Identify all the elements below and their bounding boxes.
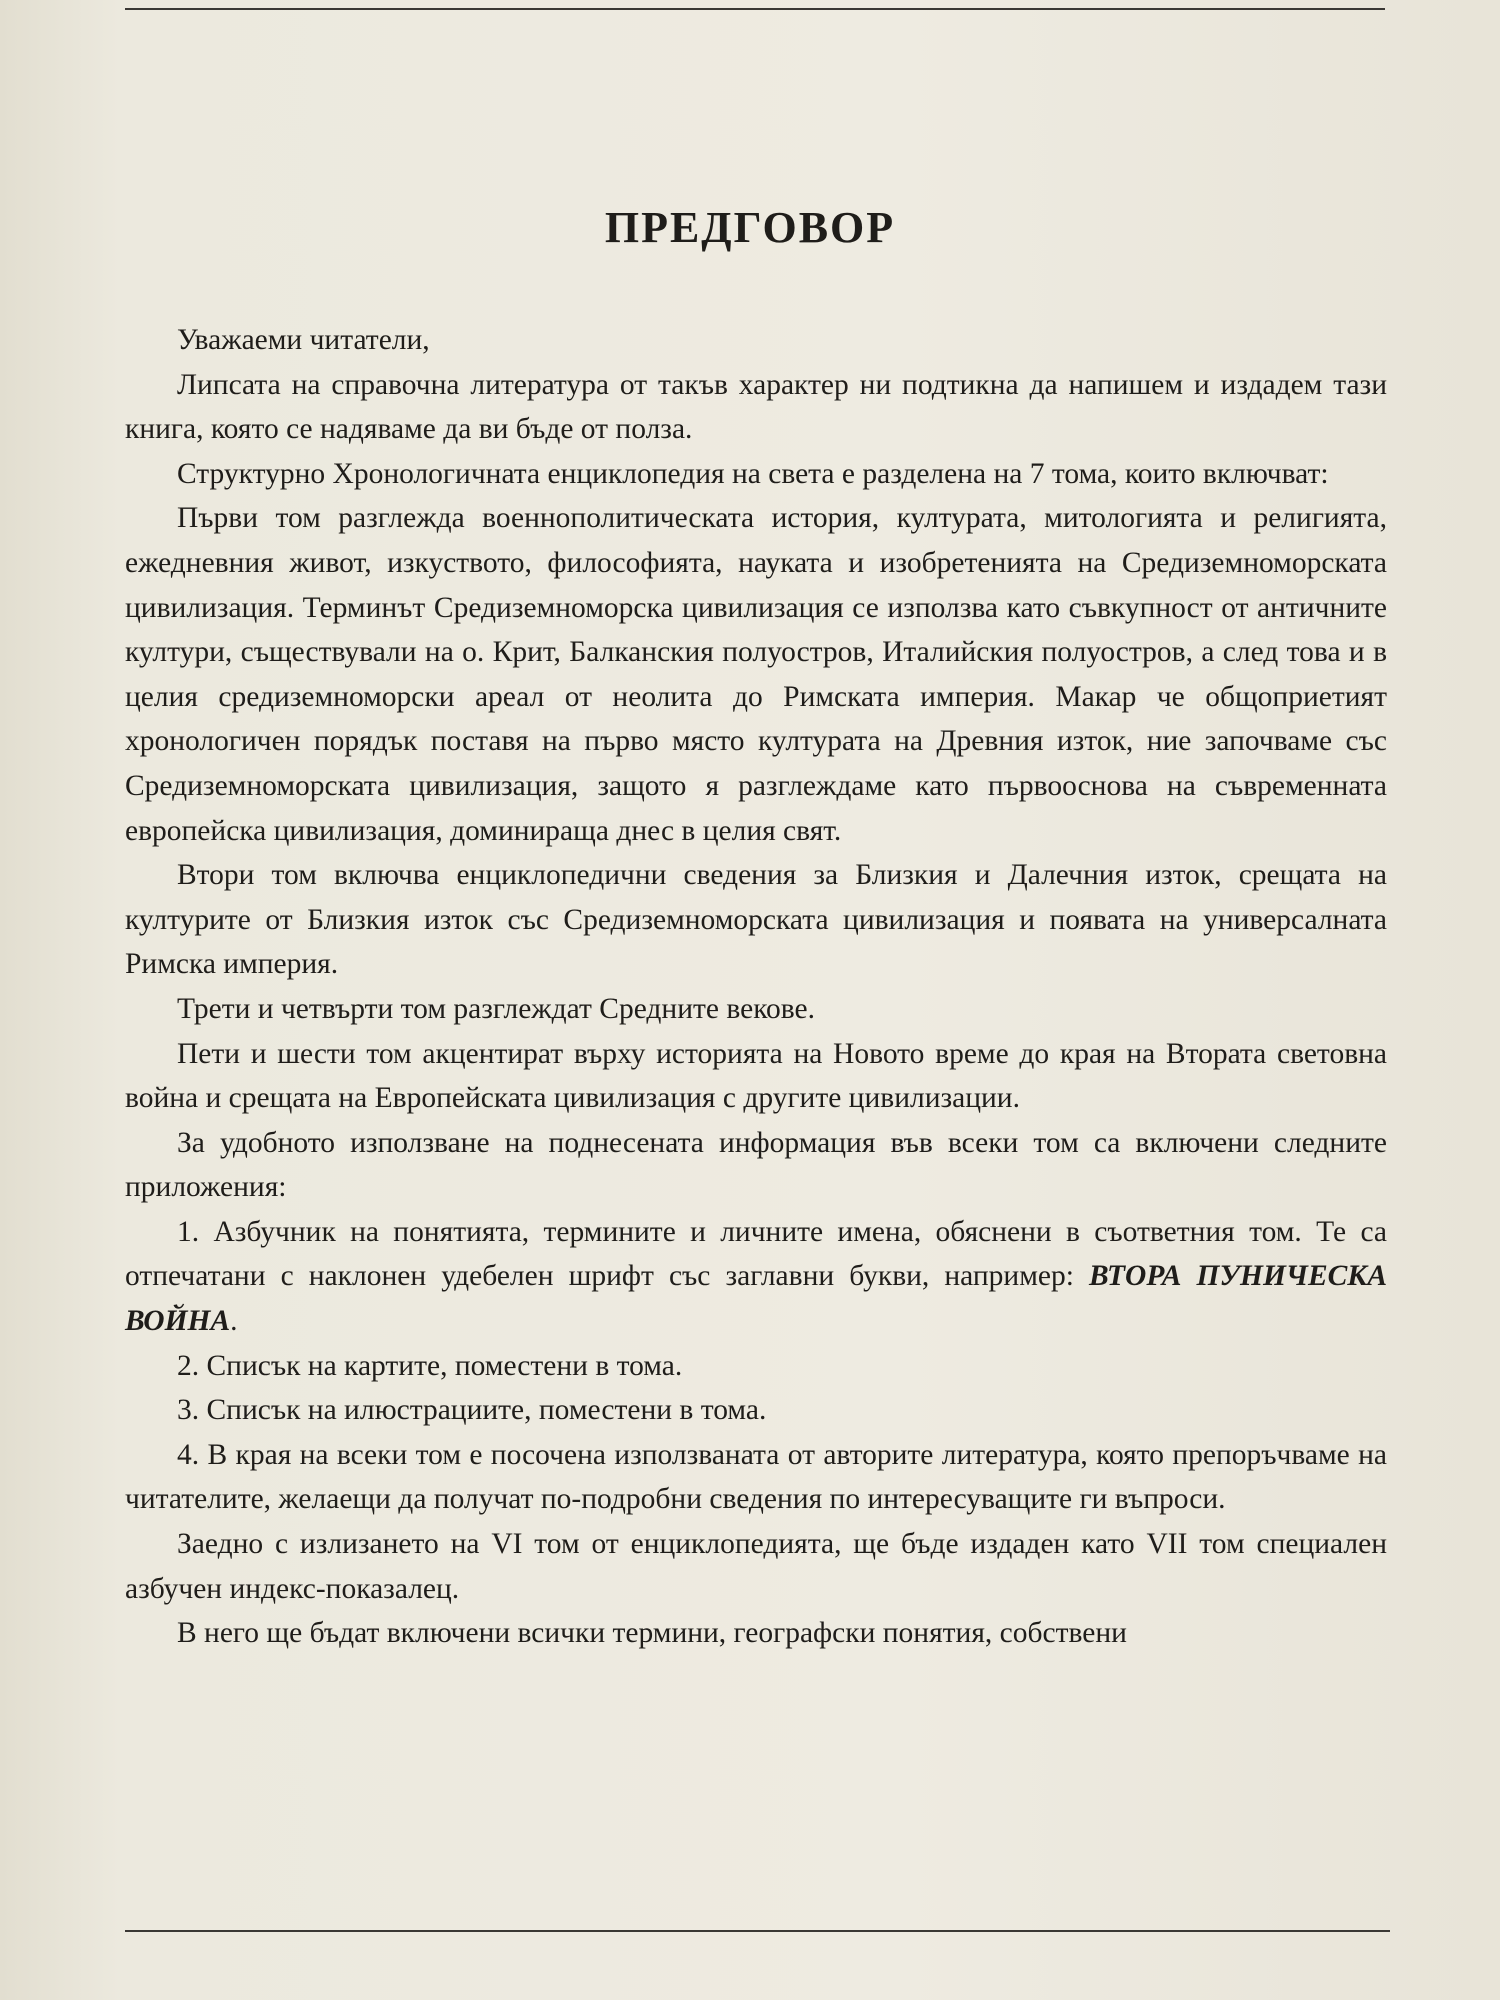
paragraph-appendices: За удобното използване на поднесената информация във всеки том са включени следните приложения:: [125, 1126, 1387, 1204]
list-item-2: 2. Списък на картите, поместени в тома.: [177, 1349, 683, 1382]
paragraph-volume-1: Първи том разглежда военнополитическата история, културата, митологията и религията, ежедневния живот, изкуството, философията, науката и изобретенията на Средиземноморската цивилизация. Терминът Средиземноморска цивилизация се използва като съвкупност от античните култури, съществували на о. Крит, Балканския полуостров, Италийския полуостров, а след това и в целия средиземноморски ареал от неолита до Римската империя. Макар че общоприетият хронологичен порядък поставя на първо място културата на Древния изток, ние започваме със Средиземноморската цивилизация, защото я разглеждаме като първооснова на съвременната европейска цивилизация, доминираща днес в целия свят.: [125, 502, 1387, 847]
list-item-4: 4. В края на всеки том е посочена използваната от авторите литература, която препоръчваме на читателите, желаещи да получат по-подробни сведения по интересуващите ги въпроси.: [125, 1438, 1387, 1516]
list-item-1-end: .: [230, 1305, 238, 1338]
paragraph-volume-5-6: Пети и шести том акцентират върху историята на Новото време до края на Втората световна война и срещата на Европейската цивилизация с другите цивилизации.: [125, 1037, 1387, 1115]
paragraph-volume-3-4: Трети и четвърти том разглеждат Средните векове.: [177, 992, 816, 1025]
list-item-1: [125, 1210, 1387, 1344]
paragraph-structure: Структурно Хронологичната енциклопедия на света е разделена на 7 тома, които включват:: [177, 457, 1329, 490]
body-text: [125, 318, 1387, 1656]
paragraph-last: В него ще бъдат включени всички термини, географски понятия, собствени: [177, 1617, 1127, 1650]
paragraph-volume-7: Заедно с излизането на VI том от енциклопедията, ще бъде издаден като VII том специален азбучен индекс-показалец.: [125, 1528, 1387, 1605]
page-title: ПРЕДГОВОР: [604, 203, 896, 252]
greeting: Уважаеми читатели,: [177, 324, 430, 356]
bottom-rule: [125, 1930, 1390, 1932]
list-item-3: 3. Списък на илюстрациите, поместени в тома.: [177, 1394, 767, 1427]
paragraph-volume-2: Втори том включва енциклопедични сведения за Близкия и Далечния изток, срещата на културите от Близкия изток със Средиземноморската цивилизация и появата на универсалната Римска империя.: [125, 859, 1387, 981]
list-item-1-text: 1. Азбучник на понятията, термините и личните имена, обяснени в съответния том. Те са отпечатани с наклонен удебелен шрифт със заглавни букви, например:: [125, 1215, 1387, 1293]
paragraph-intro: Липсата на справочна литература от такъв характер ни подтикна да напишем и издадем тази книга, която се надяваме да ви бъде от полза.: [125, 368, 1387, 446]
top-rule: [125, 8, 1385, 10]
list-item-1-example: ВТОРА ПУНИЧЕСКА ВОЙНА: [125, 1260, 1387, 1338]
